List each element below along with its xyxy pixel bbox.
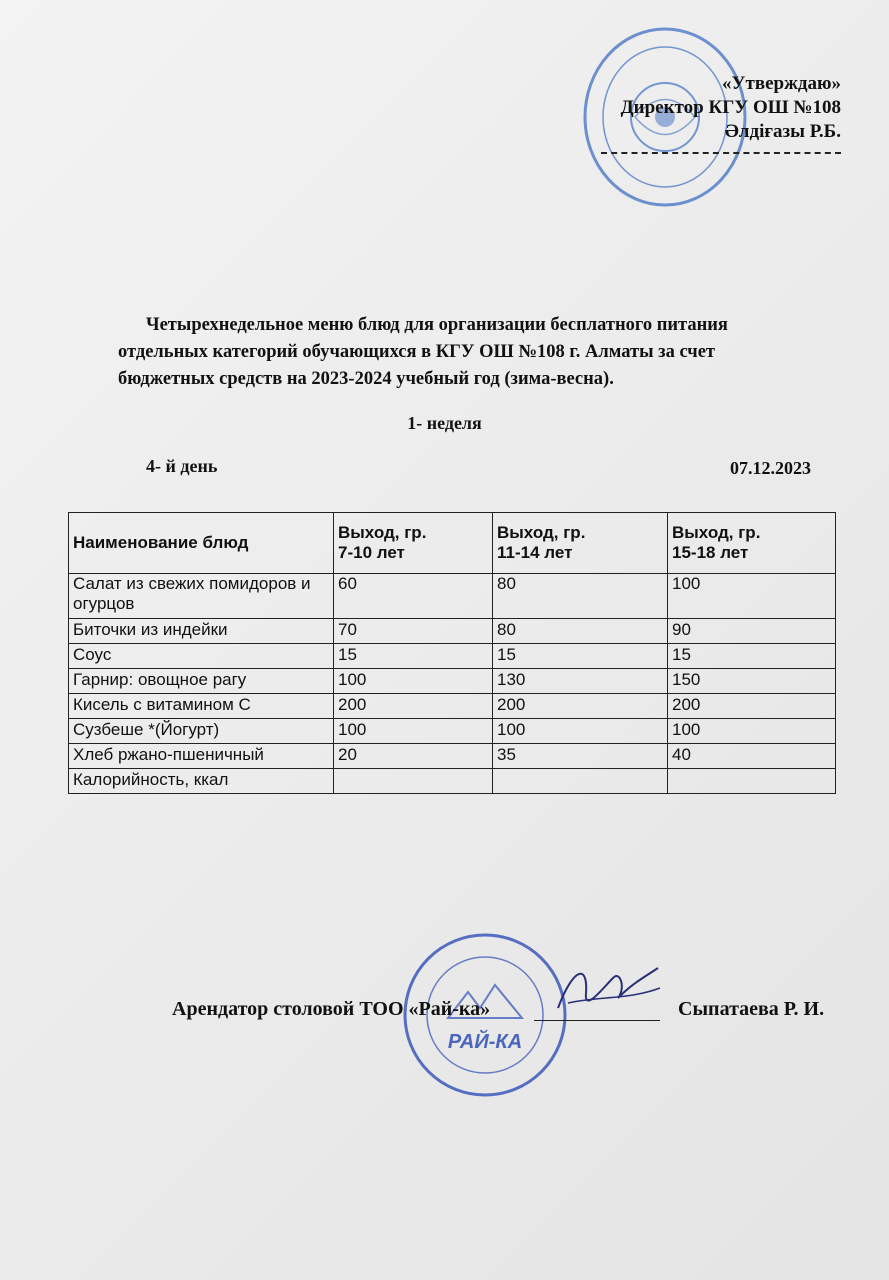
yield-7-10: 100	[334, 719, 493, 744]
dish-name: Сузбеше *(Йогурт)	[69, 719, 334, 744]
yield-11-14: 35	[493, 744, 668, 769]
approval-block	[561, 72, 841, 154]
table-row	[69, 619, 836, 644]
yield-7-10	[334, 769, 493, 794]
title-line-1: Четырехнедельное меню блюд для организации бесплатного питания	[146, 315, 728, 335]
yield-7-10: 100	[334, 669, 493, 694]
approval-position: Директор КГУ ОШ №108	[620, 97, 841, 118]
yield-15-18: 90	[668, 619, 836, 644]
menu-table	[68, 512, 836, 794]
dish-name: Салат из свежих помидоров и огурцов	[69, 574, 334, 619]
yield-7-10: 70	[334, 619, 493, 644]
approval-name: Әлдіғазы Р.Б.	[724, 121, 841, 142]
tenant-label: Арендатор столовой ТОО «Рай-ка»	[172, 998, 491, 1020]
table-row	[69, 574, 836, 619]
header-yield-label: Выход, гр.	[338, 523, 427, 542]
dish-name: Кисель с витамином С	[69, 694, 334, 719]
dish-name: Хлеб ржано-пшеничный	[69, 744, 334, 769]
yield-11-14: 130	[493, 669, 668, 694]
header-age-range: 11-14 лет	[497, 543, 573, 562]
table-row	[69, 769, 836, 794]
yield-7-10: 60	[334, 574, 493, 619]
table-row	[69, 669, 836, 694]
table-header-row	[69, 513, 836, 574]
title-line-3: бюджетных средств на 2023-2024 учебный год (зима-весна).	[118, 369, 614, 389]
yield-15-18: 40	[668, 744, 836, 769]
header-age-range: 15-18 лет	[672, 543, 749, 562]
yield-11-14: 200	[493, 694, 668, 719]
title-line-2: отдельных категорий обучающихся в КГУ ОШ №108 г. Алматы за счет	[118, 342, 716, 362]
yield-11-14: 15	[493, 644, 668, 669]
yield-11-14: 100	[493, 719, 668, 744]
company-seal-text: РАЙ-КА	[447, 1031, 523, 1053]
signer-name: Сыпатаева Р. И.	[678, 998, 825, 1020]
approval-signature-line	[601, 150, 841, 154]
yield-15-18	[668, 769, 836, 794]
yield-7-10: 20	[334, 744, 493, 769]
yield-15-18: 100	[668, 574, 836, 619]
yield-15-18: 15	[668, 644, 836, 669]
table-row	[69, 644, 836, 669]
week-label: 1- неделя	[407, 413, 482, 433]
header-dish-name-text: Наименование блюд	[73, 533, 249, 552]
table-row	[69, 694, 836, 719]
document-title	[118, 312, 828, 393]
yield-15-18: 150	[668, 669, 836, 694]
handwritten-signature-icon	[548, 948, 668, 1028]
header-age-range: 7-10 лет	[338, 543, 405, 562]
table-row	[69, 744, 836, 769]
yield-7-10: 15	[334, 644, 493, 669]
day-label: 4- й день	[146, 456, 218, 476]
header-dish-name	[69, 513, 334, 574]
approval-heading: «Утверждаю»	[722, 73, 841, 94]
table-row	[69, 719, 836, 744]
header-yield-15-18	[668, 513, 836, 574]
header-yield-7-10	[334, 513, 493, 574]
yield-15-18: 100	[668, 719, 836, 744]
yield-11-14: 80	[493, 619, 668, 644]
dish-name: Калорийность, ккал	[69, 769, 334, 794]
dish-name: Биточки из индейки	[69, 619, 334, 644]
yield-11-14: 80	[493, 574, 668, 619]
yield-7-10: 200	[334, 694, 493, 719]
dish-name: Гарнир: овощное рагу	[69, 669, 334, 694]
menu-date: 07.12.2023	[730, 458, 811, 478]
yield-11-14	[493, 769, 668, 794]
yield-15-18: 200	[668, 694, 836, 719]
header-yield-label: Выход, гр.	[497, 523, 586, 542]
header-yield-11-14	[493, 513, 668, 574]
dish-name: Соус	[69, 644, 334, 669]
header-yield-label: Выход, гр.	[672, 523, 761, 542]
